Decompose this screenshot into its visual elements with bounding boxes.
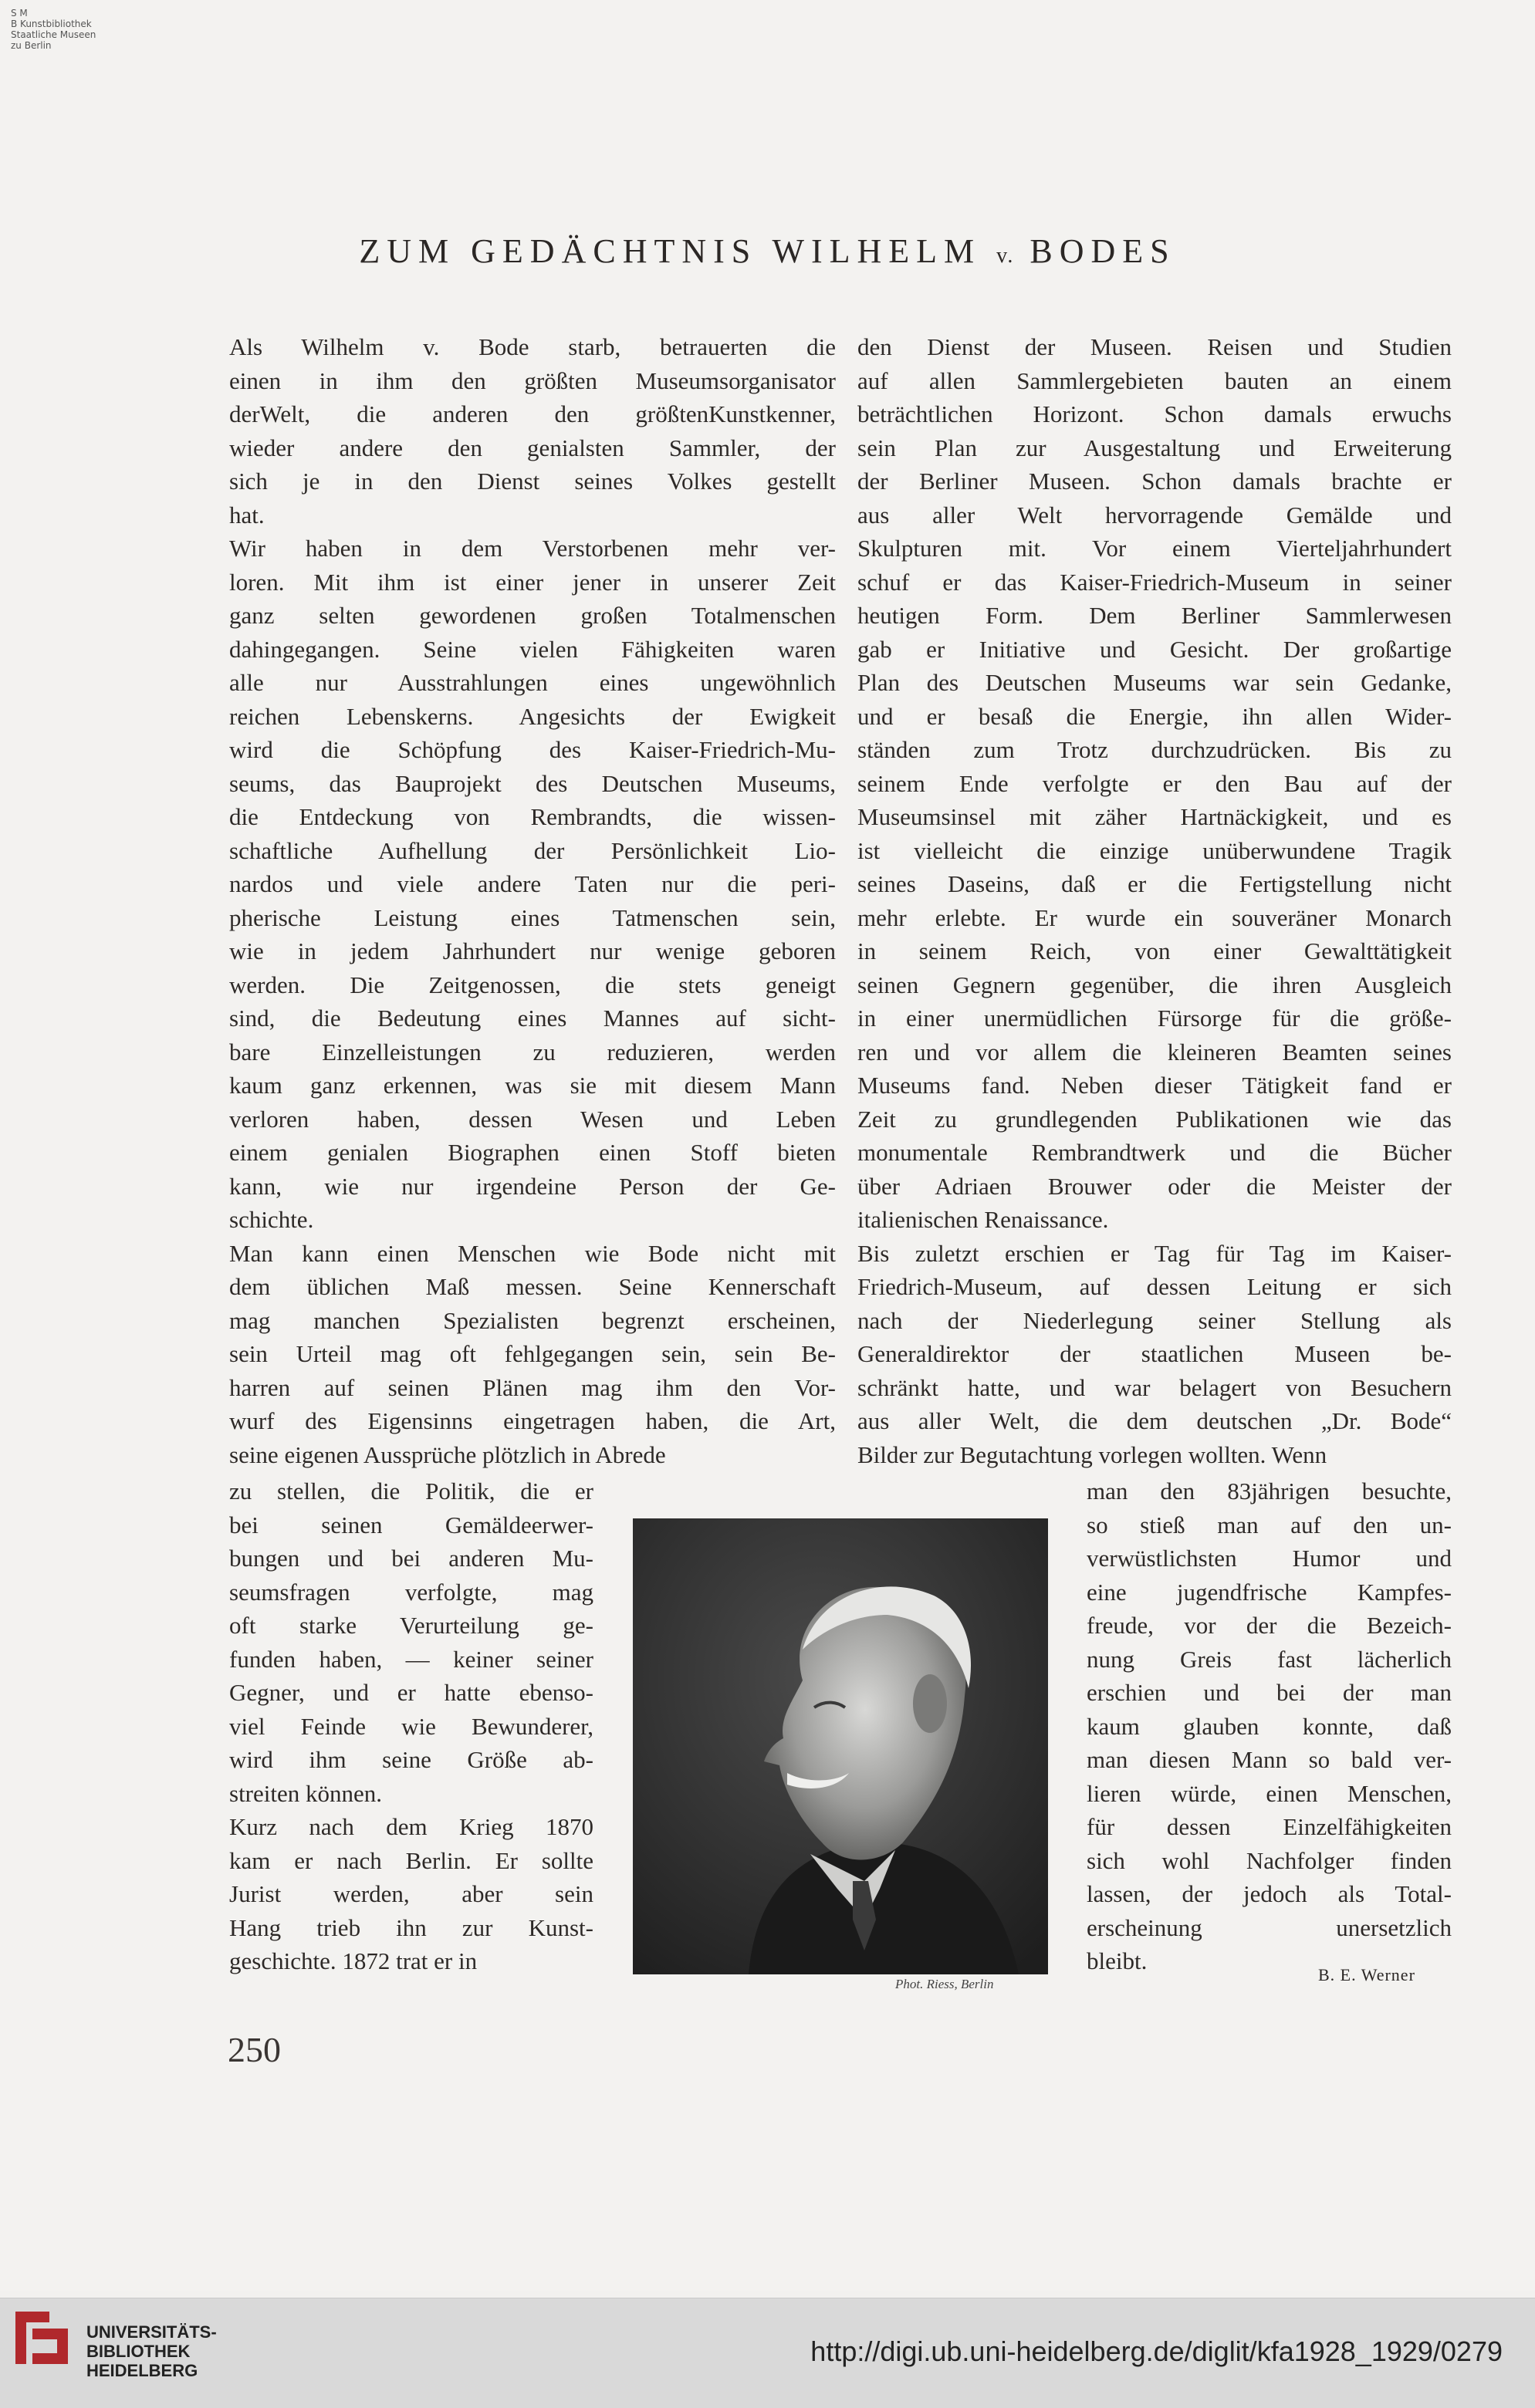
text-line: wie in jedem Jahrhundert nur wenige geboren (229, 937, 836, 964)
text-line: schichte. (229, 1206, 314, 1233)
text-line: für dessen Einzelfähigkeiten (1087, 1813, 1452, 1840)
text-line: harren auf seinen Plänen mag ihm den Vor- (229, 1373, 836, 1401)
title-small: v. (996, 244, 1015, 268)
text-line: Jurist werden, aber sein (229, 1880, 593, 1907)
text-line: auf allen Sammlergebieten bauten an einem (857, 366, 1452, 394)
library-stamp (11, 8, 96, 51)
source-url[interactable]: http://digi.ub.uni-heidelberg.de/diglit/kfa1928_1929/0279 (810, 2335, 1503, 2367)
text-line: erscheinung unersetzlich (1087, 1913, 1452, 1941)
text-line: wird die Schöpfung des Kaiser-Friedrich-Mu- (229, 736, 836, 763)
text-line: Plan des Deutschen Museums war sein Gedanke, (857, 669, 1452, 696)
text-line: freude, vor der die Bezeich- (1087, 1612, 1452, 1639)
text-line: sind, die Bedeutung eines Mannes auf sicht- (229, 1005, 836, 1032)
stamp-line: S M (11, 8, 28, 19)
stamp-line: Staatliche Museen (11, 29, 96, 40)
text-line: erschien und bei der man (1087, 1679, 1452, 1706)
text-line: man diesen Mann so bald ver- (1087, 1746, 1452, 1773)
title-main: ZUM GEDÄCHTNIS WILHELM (359, 232, 982, 270)
text-line: ständen zum Trotz durchzudrücken. Bis zu (857, 736, 1452, 763)
text-line: seums, das Bauprojekt des Deutschen Museums, (229, 769, 836, 797)
text-line: nach der Niederlegung seiner Stellung als (857, 1306, 1452, 1334)
text-line: bare Einzelleistungen zu reduzieren, werden (229, 1038, 836, 1066)
right-column-wrap (1087, 1474, 1452, 1978)
text-line: mehr erlebte. Er wurde ein souveräner Monarch (857, 903, 1452, 931)
text-line: der Berliner Museen. Schon damals brachte er (857, 468, 1452, 495)
text-line: ren und vor allem die kleineren Beamten seines (857, 1038, 1452, 1066)
text-line: Zeit zu grundlegenden Publikationen wie das (857, 1105, 1452, 1133)
text-line: geschichte. 1872 trat er in (229, 1947, 478, 1974)
portrait-image (633, 1518, 1048, 1974)
text-line: seinem Ende verfolgte er den Bau auf der (857, 769, 1452, 797)
text-line: schaftliche Aufhellung der Persönlichkeit Lio- (229, 836, 836, 864)
text-line: schuf er das Kaiser-Friedrich-Museum in seiner (857, 568, 1452, 596)
text-line: kaum ganz erkennen, was sie mit diesem Mann (229, 1072, 836, 1099)
text-line: Kurz nach dem Krieg 1870 (229, 1813, 593, 1840)
text-line: lieren würde, einen Menschen, (1087, 1779, 1452, 1807)
text-line: Als Wilhelm v. Bode starb, betrauerten die (229, 333, 836, 360)
text-line: Bis zuletzt erschien er Tag für Tag im Kaiser- (857, 1239, 1452, 1267)
text-line: wieder andere den genialsten Sammler, der (229, 434, 836, 461)
text-line: die Entdeckung von Rembrandts, die wissen- (229, 803, 836, 830)
text-line: mag manchen Spezialisten begrenzt erscheinen, (229, 1306, 836, 1334)
text-line: den Dienst der Museen. Reisen und Studien (857, 333, 1452, 360)
text-line: hat. (229, 501, 265, 529)
text-line: alle nur Ausstrahlungen eines ungewöhnlich (229, 669, 836, 696)
text-line: einen in ihm den größten Museumsorganisator (229, 366, 836, 394)
text-line: und er besaß die Energie, ihn allen Wider- (857, 702, 1452, 730)
text-line: streiten können. (229, 1779, 383, 1807)
text-line: in seinem Reich, von einer Gewalttätigkeit (857, 937, 1452, 964)
text-line: sein Plan zur Ausgestaltung und Erweiterung (857, 434, 1452, 461)
text-line: viel Feinde wie Bewunderer, (229, 1712, 593, 1740)
text-line: funden haben, — keiner seiner (229, 1645, 593, 1673)
text-line: Skulpturen mit. Vor einem Vierteljahrhundert (857, 535, 1452, 562)
text-line: wurf des Eigensinns eingetragen haben, die Art, (229, 1407, 836, 1434)
title-end: BODES (1030, 232, 1176, 270)
text-line: eine jugendfrische Kampfes- (1087, 1578, 1452, 1606)
text-line: man den 83jährigen besuchte, (1087, 1478, 1452, 1505)
left-column-top (229, 330, 836, 1471)
text-line: schränkt hatte, und war belagert von Besuchern (857, 1373, 1452, 1401)
text-line: pherische Leistung eines Tatmenschen sein, (229, 903, 836, 931)
text-line: kaum glauben konnte, daß (1087, 1712, 1452, 1740)
library-name-line: HEIDELBERG (86, 2361, 198, 2380)
text-line: seine eigenen Aussprüche plötzlich in Abrede (229, 1440, 666, 1468)
text-line: nung Greis fast lächerlich (1087, 1645, 1452, 1673)
right-column-top (857, 330, 1452, 1471)
text-line: sein Urteil mag oft fehlgegangen sein, sein Be- (229, 1340, 836, 1367)
text-line: dem üblichen Maß messen. Seine Kennerschaft (229, 1273, 836, 1300)
text-line: werden. Die Zeitgenossen, die stets geneigt (229, 971, 836, 998)
text-line: seines Daseins, daß er die Fertigstellung nicht (857, 870, 1452, 897)
text-line: Bilder zur Begutachtung vorlegen wollten. Wenn (857, 1440, 1327, 1468)
text-line: über Adriaen Brouwer oder die Meister der (857, 1172, 1452, 1200)
text-line: kann, wie nur irgendeine Person der Ge- (229, 1172, 836, 1200)
library-name-line: BIBLIOTHEK (86, 2342, 191, 2361)
text-line: Museums fand. Neben dieser Tätigkeit fand er (857, 1072, 1452, 1099)
text-line: reichen Lebenskerns. Angesichts der Ewigkeit (229, 702, 836, 730)
library-logo-icon (11, 2307, 73, 2369)
text-line: Generaldirektor der staatlichen Museen be- (857, 1340, 1452, 1367)
text-line: einem genialen Biographen einen Stoff bieten (229, 1139, 836, 1166)
text-line: heutigen Form. Dem Berliner Sammlerwesen (857, 602, 1452, 629)
text-line: ist vielleicht die einzige unüberwundene Tragik (857, 836, 1452, 864)
portrait-photo (633, 1518, 1048, 1974)
stamp-line: B Kunstbibliothek (11, 19, 92, 29)
text-line: seumsfragen verfolgte, mag (229, 1578, 593, 1606)
text-line: aus aller Welt hervorragende Gemälde und (857, 501, 1452, 529)
text-line: zu stellen, die Politik, die er (229, 1478, 593, 1505)
text-line: sich je in den Dienst seines Volkes gestellt (229, 468, 836, 495)
text-line: derWelt, die anderen den größtenKunstkenner, (229, 400, 836, 427)
text-line: dahingegangen. Seine vielen Fähigkeiten waren (229, 635, 836, 663)
library-name-line: UNIVERSITÄTS- (86, 2322, 217, 2342)
text-line: so stieß man auf den un- (1087, 1511, 1452, 1538)
text-line: wird ihm seine Größe ab- (229, 1746, 593, 1773)
text-line: Museumsinsel mit zäher Hartnäckigkeit, und es (857, 803, 1452, 830)
text-line: sich wohl Nachfolger finden (1087, 1846, 1452, 1874)
text-line: bei seinen Gemäldeerwer- (229, 1511, 593, 1538)
stamp-line: zu Berlin (11, 40, 52, 51)
text-line: italienischen Renaissance. (857, 1206, 1109, 1233)
text-line: beträchtlichen Horizont. Schon damals erwuchs (857, 400, 1452, 427)
text-line: bungen und bei anderen Mu- (229, 1545, 593, 1572)
text-line: Friedrich-Museum, auf dessen Leitung er sich (857, 1273, 1452, 1300)
text-line: lassen, der jedoch als Total- (1087, 1880, 1452, 1907)
text-line: nardos und viele andere Taten nur die peri- (229, 870, 836, 897)
text-line: Gegner, und er hatte ebenso- (229, 1679, 593, 1706)
author-signature: B. E. Werner (1318, 1965, 1415, 1984)
left-column-wrap (229, 1474, 593, 1978)
text-line: bleibt. (1087, 1947, 1148, 1974)
article-title (0, 231, 1535, 271)
text-line: Hang trieb ihn zur Kunst- (229, 1913, 593, 1941)
text-line: gab er Initiative und Gesicht. Der großartige (857, 635, 1452, 663)
photo-caption: Phot. Riess, Berlin (895, 1977, 994, 1991)
text-line: oft starke Verurteilung ge- (229, 1612, 593, 1639)
text-line: kam er nach Berlin. Er sollte (229, 1846, 593, 1874)
text-line: verwüstlichsten Humor und (1087, 1545, 1452, 1572)
text-line: loren. Mit ihm ist einer jener in unserer Zeit (229, 568, 836, 596)
text-line: in einer unermüdlichen Fürsorge für die größe- (857, 1005, 1452, 1032)
text-line: monumentale Rembrandtwerk und die Bücher (857, 1139, 1452, 1166)
text-line: verloren haben, dessen Wesen und Leben (229, 1105, 836, 1133)
text-line: Man kann einen Menschen wie Bode nicht mit (229, 1239, 836, 1267)
text-line: seinen Gegnern gegenüber, die ihren Ausgleich (857, 971, 1452, 998)
text-line: aus aller Welt, die dem deutschen „Dr. Bode“ (857, 1407, 1452, 1434)
page-number: 250 (228, 2030, 281, 2069)
library-name (86, 2322, 217, 2380)
text-line: ganz selten gewordenen großen Totalmenschen (229, 602, 836, 629)
text-line: Wir haben in dem Verstorbenen mehr ver- (229, 535, 836, 562)
